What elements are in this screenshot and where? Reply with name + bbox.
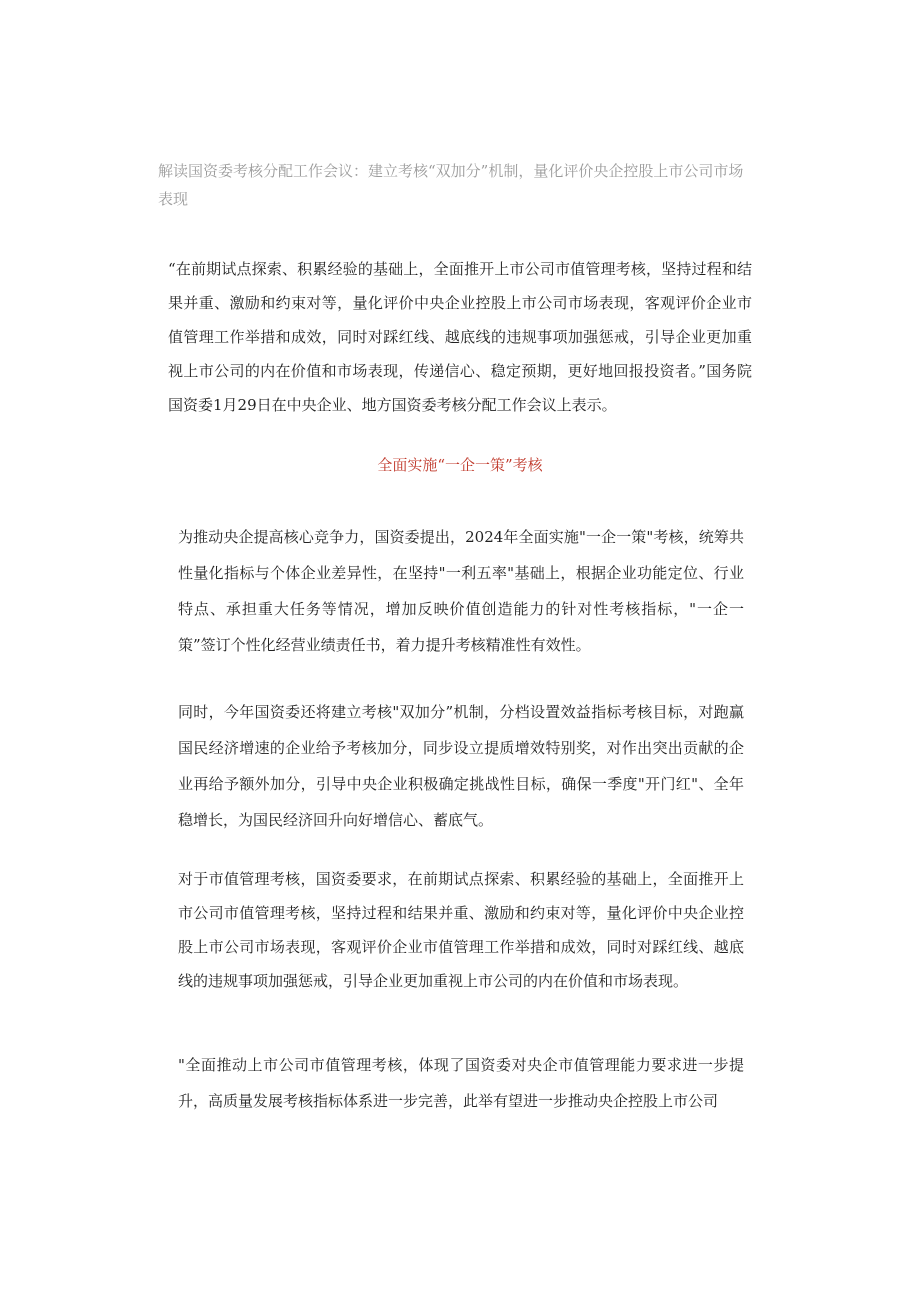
section-heading: 全面实施“一企一策”考核 [377,456,543,474]
paragraph-double-bonus-mechanism: 同时，今年国资委还将建立考核"双加分”机制，分档设置效益指标考核目标，对跑赢国民经济增速的企业给予考核加分，同步设立提质增效特别奖，对作出突出贡献的企业再给予额外加分，引导中央企业积极确定挑战性目标，确保一季度"开门红"、全年稳增长，为国民经济回升向好增信心、蓄底气。 [178,703,744,829]
paragraph-one-enterprise-one-policy: 为推动央企提高核心竞争力，国资委提出，2024年全面实施"一企一策"考核，统筹共性量化指标与个体企业差异性，在坚持"一利五率"基础上，根据企业功能定位、行业特点、承担重大任务等情况，增加反映价值创造能力的针对性考核指标，"一企一策”签订个性化经营业绩责任书，着力提升考核精准性有效性。 [178,528,744,654]
document-title: 解读国资委考核分配工作会议：建立考核“双加分”机制，量化评价央企控股上市公司市场表现 [158,162,744,208]
paragraph-intro-quote: “在前期试点探索、积累经验的基础上，全面推开上市公司市值管理考核，坚持过程和结果并重、激励和约束对等，量化评价中央企业控股上市公司市场表现，客观评价企业市值管理工作举措和成效，同时对踩红线、越底线的违规事项加强惩戒，引导企业更加重视上市公司的内在价值和市场表现，传递信心、稳定预期，更好地回报投资者。”国务院国资委1月29日在中央企业、地方国资委考核分配工作会议上表示。 [168,260,752,414]
paragraph-analysis-quote: "全面推动上市公司市值管理考核，体现了国资委对央企市值管理能力要求进一步提升，高质量发展考核指标体系进一步完善，此举有望进一步推动央企控股上市公司 [178,1056,744,1110]
paragraph-market-value-management: 对于市值管理考核，国资委要求，在前期试点探索、积累经验的基础上，全面推开上市公司市值管理考核，坚持过程和结果并重、激励和约束对等，量化评价中央企业控股上市公司市场表现，客观评价企业市值管理工作举措和成效，同时对踩红线、越底线的违规事项加强惩戒，引导企业更加重视上市公司的内在价值和市场表现。 [178,870,744,990]
